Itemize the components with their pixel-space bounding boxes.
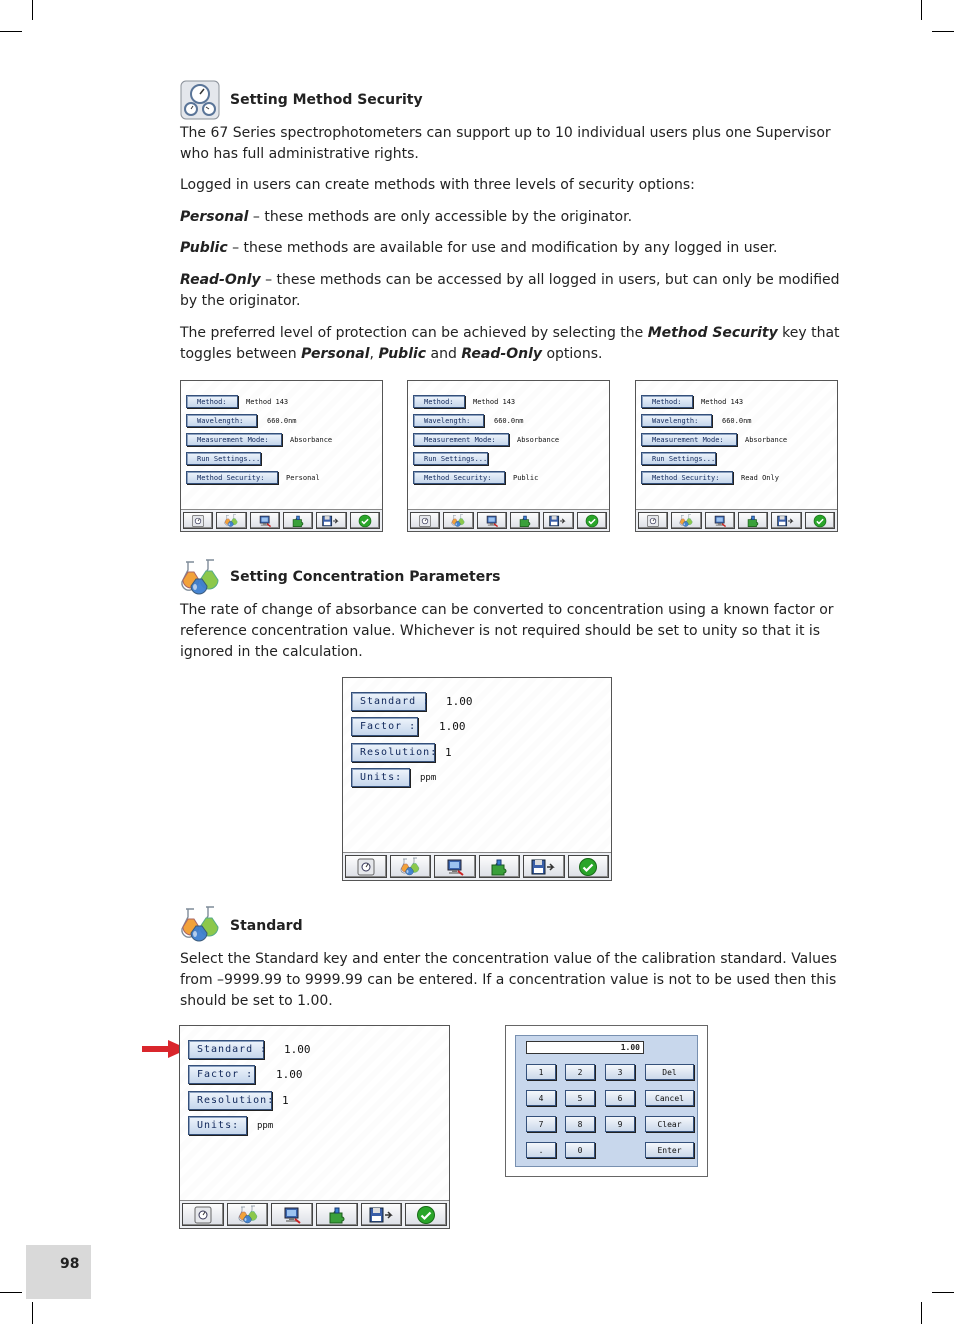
paragraph-read-only [180,270,840,312]
flasks-icon [238,1205,258,1225]
text-run: , [369,346,379,362]
paragraph: The rate of change of absorbance can be converted to concentration using a known factor or reference concentration value. Whichever is not required should be set to unity so that it is ignored in the calculation. [180,602,834,660]
paragraph-personal [180,207,840,228]
keypad-key-6[interactable]: 6 [605,1090,635,1106]
measurement-mode-value: Absorbance [290,435,333,444]
flasks-icon [224,514,238,528]
keypad-key-3[interactable]: 3 [605,1064,635,1080]
run-settings-button[interactable]: Run Settings... [641,452,716,465]
ok-check-toolbar-button[interactable] [405,1203,447,1226]
flasks-icon [180,558,220,598]
paragraph-public [180,238,840,259]
method-settings-screen [635,380,838,532]
standard-button[interactable]: Standard : [188,1040,264,1059]
numeric-keypad [505,1025,708,1177]
units-button[interactable]: Units: [188,1116,247,1135]
ok-check-toolbar-button[interactable] [568,855,610,878]
method-security-value: Public [513,473,539,482]
puzzle-toolbar-button[interactable] [479,855,521,878]
method-security-value: Personal [286,473,320,482]
measurement-mode-button[interactable]: Measurement Mode: [186,433,282,446]
computer-icon [713,514,727,528]
computer-toolbar-button[interactable] [271,1203,313,1226]
computer-toolbar-button[interactable] [250,512,280,529]
puzzle-toolbar-button[interactable] [510,512,540,529]
save-toolbar-button[interactable] [316,512,346,529]
ok-check-icon [578,857,598,877]
puzzle-toolbar-button[interactable] [316,1203,358,1226]
section-heading-standard: Standard [230,918,303,934]
method-button[interactable]: Method: [413,395,465,408]
text-run: options. [542,346,603,362]
standard-screen [179,1025,450,1229]
keypad-key-1[interactable]: 1 [526,1064,556,1080]
term-read-only: Read-Only [461,346,542,362]
text-run: The preferred level of protection can be achieved by selecting the [180,325,648,341]
puzzle-icon [746,514,760,528]
keypad-key-7[interactable]: 7 [526,1116,556,1132]
keypad-key-5[interactable]: 5 [565,1090,595,1106]
method-value: Method 143 [701,397,744,406]
standard-value: 1.00 [284,1043,311,1056]
wavelength-value: 660.0nm [494,416,524,425]
keypad-key-cancel[interactable]: Cancel [645,1090,694,1106]
resolution-button[interactable]: Resolution: [188,1091,272,1110]
flasks-toolbar-button[interactable] [390,855,432,878]
units-value: ppm [420,772,437,783]
wavelength-button[interactable]: Wavelength: [186,414,257,427]
section-heading-concentration: Setting Concentration Parameters [230,569,501,585]
flasks-icon [180,905,220,945]
computer-toolbar-button[interactable] [705,512,735,529]
method-security-button[interactable]: Method Security: [413,471,505,484]
definition-text: – these methods are available for use and modification by any logged in user. [227,240,778,256]
method-button[interactable]: Method: [186,395,238,408]
ok-check-icon [585,514,599,528]
keypad-key-0[interactable]: 0 [565,1142,595,1158]
units-value: ppm [257,1120,274,1131]
page-number: 98 [60,1256,80,1272]
paragraph: Logged in users can create methods with three levels of security options: [180,177,695,193]
wavelength-value: 660.0nm [267,416,297,425]
paragraph-protection [180,323,840,365]
method-security-button[interactable]: Method Security: [641,471,733,484]
keypad-key-del[interactable]: Del [645,1064,694,1080]
settings-icon [356,857,376,877]
method-security-value: Read Only [741,473,779,482]
save-icon [368,1205,396,1225]
keypad-key-clear[interactable]: Clear [645,1116,694,1132]
measurement-mode-button[interactable]: Measurement Mode: [641,433,737,446]
wavelength-button[interactable]: Wavelength: [413,414,484,427]
computer-icon [485,514,499,528]
puzzle-icon [518,514,532,528]
paragraph: The 67 Series spectrophotometers can support up to 10 individual users plus one Supervisor who has full administrative rights. [180,125,831,162]
term-public: Public [378,346,427,362]
computer-toolbar-button[interactable] [477,512,507,529]
method-security-button[interactable]: Method Security: [186,471,278,484]
definition-text: – these methods can be accessed by all logged in users, but can only be modified by the originator. [180,272,840,309]
save-icon [547,514,569,528]
measurement-mode-button[interactable]: Measurement Mode: [413,433,509,446]
save-icon [530,857,558,877]
flasks-toolbar-button[interactable] [227,1203,269,1226]
computer-icon [282,1205,302,1225]
standard-value: 1.00 [446,695,473,708]
resolution-value: 1 [282,1094,289,1107]
term-public: Public [180,240,228,256]
measurement-mode-value: Absorbance [517,435,560,444]
standard-button[interactable]: Standard : [351,692,426,711]
method-settings-screen [407,380,610,532]
run-settings-button[interactable]: Run Settings... [186,452,261,465]
ok-check-toolbar-button[interactable] [350,512,380,529]
page-number-box [26,1245,91,1299]
term-read-only: Read-Only [180,272,261,288]
flasks-icon [679,514,693,528]
save-toolbar-button[interactable] [361,1203,403,1226]
wavelength-button[interactable]: Wavelength: [641,414,712,427]
settings-toolbar-button[interactable] [182,1203,224,1226]
section-heading-method-security: Setting Method Security [230,92,423,108]
factor-value: 1.00 [276,1068,303,1081]
puzzle-icon [489,857,509,877]
text-run: and [426,346,462,362]
text-run: key that toggles between [180,325,840,362]
keypad-key-9[interactable]: 9 [605,1116,635,1132]
factor-button[interactable]: Factor : [188,1065,255,1084]
term-personal: Personal [180,209,249,225]
puzzle-icon [291,514,305,528]
method-value: Method 143 [246,397,289,406]
method-settings-screen [180,380,383,532]
computer-icon [258,514,272,528]
keypad-key-8[interactable]: 8 [565,1116,595,1132]
method-value: Method 143 [473,397,516,406]
puzzle-toolbar-button[interactable] [283,512,313,529]
settings-icon [646,514,660,528]
units-button[interactable]: Units: [351,768,410,787]
flasks-toolbar-button[interactable] [671,512,701,529]
computer-toolbar-button[interactable] [434,855,476,878]
settings-toolbar-button[interactable] [638,512,668,529]
keypad-key-2[interactable]: 2 [565,1064,595,1080]
paragraph: Select the Standard key and enter the concentration value of the calibration standard. Values from –9999.99 to 9999.99 can be entered. If a concentration value is not to be used then this should be set to 1.00. [180,951,837,1009]
settings-icon [418,514,432,528]
flasks-icon [400,857,420,877]
keypad-key-enter[interactable]: Enter [645,1142,694,1158]
keypad-display: 1.00 [526,1041,644,1054]
puzzle-icon [327,1205,347,1225]
concentration-screen [342,677,612,881]
save-icon [775,514,797,528]
measurement-mode-value: Absorbance [745,435,788,444]
ok-check-icon [813,514,827,528]
definition-text: – these methods are only accessible by the originator. [248,209,633,225]
settings-toolbar-button[interactable] [345,855,387,878]
factor-value: 1.00 [439,720,466,733]
keypad-key-decimal[interactable]: . [526,1142,556,1158]
term-personal: Personal [301,346,370,362]
save-toolbar-button[interactable] [771,512,801,529]
run-settings-button[interactable]: Run Settings... [413,452,488,465]
wavelength-value: 660.0nm [722,416,752,425]
ok-check-toolbar-button[interactable] [577,512,607,529]
save-toolbar-button[interactable] [523,855,565,878]
puzzle-toolbar-button[interactable] [738,512,768,529]
save-icon [320,514,342,528]
flasks-toolbar-button[interactable] [443,512,473,529]
resolution-button[interactable]: Resolution: [351,743,435,762]
computer-icon [445,857,465,877]
settings-icon [193,1205,213,1225]
flasks-icon [451,514,465,528]
settings-toolbar-button[interactable] [410,512,440,529]
keypad-key-4[interactable]: 4 [526,1090,556,1106]
factor-button[interactable]: Factor : [351,717,418,736]
term-method-security: Method Security [647,325,778,341]
resolution-value: 1 [445,746,452,759]
ok-check-icon [358,514,372,528]
settings-icon [191,514,205,528]
settings-toolbar-button[interactable] [183,512,213,529]
ok-check-icon [416,1205,436,1225]
ok-check-toolbar-button[interactable] [805,512,835,529]
save-toolbar-button[interactable] [543,512,573,529]
method-button[interactable]: Method: [641,395,693,408]
gauges-icon [180,80,220,120]
flasks-toolbar-button[interactable] [216,512,246,529]
